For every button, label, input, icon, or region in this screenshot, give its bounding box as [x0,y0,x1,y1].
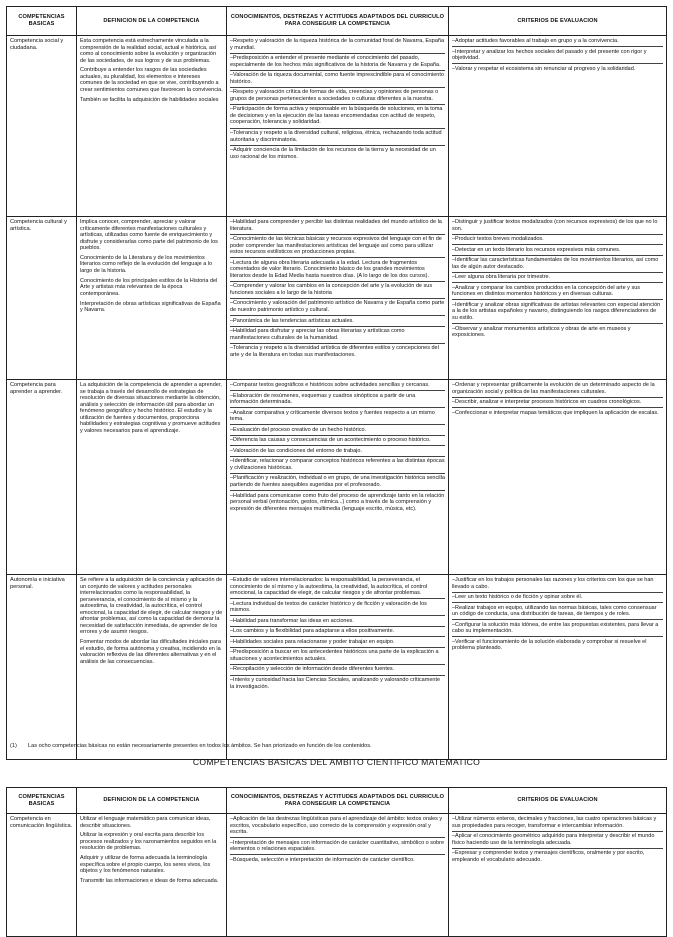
criterio-item: –Detectar en un texto literario los recursos expresivos más comunes. [452,247,663,256]
conocimiento-item: –Los cambios y la flexibilidad para adaptarse a ellos positivamente. [230,628,445,637]
criterio-item: –Distinguir y justificar textos modalizados (con recursos expresivos) de los que no lo son. [452,219,663,235]
conocimiento-item: –Habilidad para comunicarse como fruto del proceso de aprendizaje tanto en la relación personal verbal (entonación, gestos, mímica...) como a través de la comprensión y expresión de diferentes mensajes multimedia (lenguaje escrito, música, etc). [230,492,445,512]
conocimiento-item: –Habilidad para disfrutar y apreciar las obras literarias y artísticas como manifestaciones culturales de la humanidad. [230,328,445,344]
conocimiento-item: –Habilidad para comprender y percibir las distintas realidades del mundo artístico de la literatura. [230,219,445,235]
conocimientos-cell [227,217,449,380]
criterio-item: –Leer un texto histórico o de ficción y opinar sobre él. [452,594,663,603]
criterio-item: –Realizar trabajos en equipo, utilizando las normas básicas, tales como consensuar un código de conducta, una distribución de tareas, de tiempos y de roles. [452,605,663,621]
definicion-paragraph: Utilizar la expresión y oral escrita para describir los procesos realizados y los razonamientos seguidos en la resolución de problemas. [80,832,217,852]
table-row [7,380,667,575]
competencia-cell [7,814,77,937]
section-title: COMPETENCIAS BASICAS DEL AMBITO CIENTIFICO MATEMATICO [192,757,481,767]
conocimiento-item: –Panorámica de las tendencias artísticas actuales. [230,318,445,327]
table-row [7,575,667,760]
criterio-item: –Expresar y comprender textos y mensajes científicos, oralmente y por escrito, empleando el vocabulario adecuado. [452,850,645,863]
criterio-item: –Describir, analizar e interpretar procesos históricos en cuadros cronológicos. [452,399,663,408]
conocimiento-item: –Comparar textos geográficos e históricos sobre actividades sencillas y cercanas. [230,382,445,391]
criterio-item: –Confeccionar e interpretar mapas temáticos que impliquen la aplicación de escalas. [452,409,659,416]
conocimiento-item: –Predisposición a entender el presente mediante el conocimiento del pasado, especialmente de los hechos más significativos de la historia de Navarra y de España. [230,55,445,71]
definicion-cell [77,217,227,380]
footnote-text: Las ocho competencias básicas no están necesariamente presentes en todos los ámbitos. Se han priorizado en función de los contenidos. [28,743,372,749]
header-conocimientos: CONOCIMIENTOS, DESTREZAS Y ACTITUDES ADAPTADOS DEL CURRICULO PARA CONSEGUIR LA COMPETENCIA [227,788,449,814]
footnote [10,743,660,749]
header-definicion: DEFINICION DE LA COMPETENCIA [77,788,227,814]
conocimiento-item: –Diferencia las causas y consecuencias de un acontecimiento o proceso histórico. [230,437,445,446]
conocimiento-item: –Elaboración de resúmenes, esquemas y cuadros sinópticos a partir de una información determinada. [230,393,445,409]
competencia-label: Competencia en comunicación lingüística. [10,816,73,829]
definicion-paragraph: Interpretación de obras artísticas significativas de España y Navarra. [80,300,221,314]
conocimiento-item: –Búsqueda, selección e interpretación de información de carácter científico. [230,856,415,863]
competencia-label: Autonomía e iniciativa personal. [10,577,65,590]
header-criterios: CRITERIOS DE EVALUACION [449,7,667,36]
definicion-cell [77,814,227,937]
criterios-cell [449,380,667,575]
definicion-cell [77,36,227,217]
conocimiento-item: –Aplicación de las destrezas lingüísticas para el aprendizaje del ámbito: textos orales y escritos, vocabulario específico, uso correcto de la comprensión y expresión oral y escrita. [230,816,445,838]
definicion-paragraph: También se facilita la adquisición de habilidades sociales [80,96,219,103]
competencia-label: Competencia cultural y artística. [10,219,67,232]
competencia-label: Competencia para aprender a aprender. [10,382,63,395]
criterio-item: –Analizar y comparar los cambios producidos en la concepción del arte y sus funciones en distintos momentos históricos y en diversas culturas. [452,285,663,301]
conocimientos-cell [227,814,449,937]
criterios-cell [449,217,667,380]
conocimiento-item: –Predisposición a buscar en los antecedentes históricos una parte de la explicación a situaciones y acontecimientos actuales. [230,649,445,665]
definicion-cell [77,575,227,760]
competencia-cell [7,380,77,575]
definicion-paragraph: Fomentar modos de abordar las dificultades iniciales para el estudio, de forma autónoma y creativa, incidiendo en la valoración reflexiva de las diferentes alternativas y en el análisis de las consecuencias. [80,639,221,665]
definicion-paragraph: Utilizar el lenguaje matemático para comunicar ideas, describir situaciones. [80,816,211,829]
table-header-row [7,7,667,36]
competencia-label: Competencia social y ciudadana. [10,38,64,51]
conocimiento-item: –Tolerancia y respeto a la diversidad cultural, religiosa, étnica, rechazando toda actitud autoritaria y discriminatoria. [230,130,445,146]
conocimiento-item: –Adquirir conciencia de la limitación de los recursos de la tierra y la necesidad de un uso racional de los mismos. [230,147,436,160]
criterio-item: –Utilizar números enteros, decimales y fracciones, las cuatro operaciones básicas y sus propiedades para recoger, transformar e intercambiar información. [452,816,663,832]
header-competencias: COMPETENCIAS BASICAS [7,7,77,36]
definicion-cell [77,380,227,575]
definicion-paragraph: La adquisición de la competencia de aprender a aprender, se trabaja a través del desarrollo de estrategias de resolución de diversas situaciones mediante la obtención, análisis y selección de información útil para abordar un fenómeno geográfico y hecho histórico. El estudio y la utilización de fuentes y documentos, proporciona habilidades y estrategias cognitivas y promueve actitudes y valores necesarios para el aprendizaje. [80,382,222,434]
header-criterios: CRITERIOS DE EVALUACION [449,788,667,814]
criterio-item: –Ordenar y representar gráficamente la evolución de un determinado aspecto de la organización social y política de las manifestaciones culturales. [452,382,663,398]
competencias-table [6,6,667,760]
table-header-row [7,788,667,814]
conocimiento-item: –Evaluación del proceso creativo de un hecho histórico. [230,427,445,436]
table-row [7,217,667,380]
conocimiento-item: –Valoración de la riqueza documental, como fuente imprescindible para el conocimiento histórico. [230,72,445,88]
conocimiento-item: –Conocimiento de las técnicas básicas y recursos expresivos del lenguaje con el fin de poder comprender las manifestaciones artísticas del lenguaje así como para utilizar estos recursos estilísticos en producciones propias. [230,236,445,258]
conocimiento-item: –Comprender y valorar los cambios en la concepción del arte y la evolución de sus funciones sociales a lo largo de la historia [230,283,445,299]
conocimiento-item: –Habilidades sociales para relacionarse y poder trabajar en equipo. [230,639,445,648]
conocimientos-cell [227,575,449,760]
definicion-paragraph: Transmitir las informaciones e ideas de forma adecuada. [80,877,219,884]
conocimiento-item: –Participación de forma activa y responsable en la búsqueda de soluciones, en la toma de decisiones y en la ejecución de las tareas encomendadas con actitud de respeto, cooperación, tolerancia y solidaridad. [230,106,445,128]
conocimientos-cell [227,36,449,217]
header-conocimientos: CONOCIMIENTOS, DESTREZAS Y ACTITUDES ADAPTADOS DEL CURRICULO PARA CONSEGUIR LA COMPETENCIA [227,7,449,36]
conocimiento-item: –Tolerancia y respeto a la diversidad artística de diferentes estilos y concepciones del arte y de la literatura en todas sus manifestaciones. [230,345,439,358]
footnote-number: (1) [10,743,17,749]
definicion-paragraph: Esta competencia está estrechamente vinculada a la comprensión de la realidad social, actual e histórica, así como al conocimiento sobre la evolución y organización de las sociedades, de sus logros y de sus problemas. [80,38,217,64]
criterio-item: –Configurar la solución más idónea, de entre las propuestas existentes, para llevar a cabo su implementación. [452,622,663,638]
definicion-paragraph: Contribuye a entender los rasgos de las sociedades actuales, su pluralidad, los elementos e intereses comunes de la sociedad en que se vive, contribuyendo a crear sentimientos comunes que favorecen la convivencia. [80,67,223,94]
conocimiento-item: –Interés y curiosidad hacia las Ciencias Sociales, analizando y valorando críticamente la investigación. [230,677,441,690]
criterio-item: –Identificar y analizar obras significativas de artistas relevantes con especial atención a la de los artistas españoles y navarro, distinguiendo los rasgos diferenciadores de su estilo. [452,302,663,324]
competencias-matematico-table [6,787,667,937]
conocimiento-item: –Lectura individual de textos de carácter histórico y de ficción y valoración de los mismos. [230,601,445,617]
criterio-item: –Identificar las características fundamentales de los movimientos literarios, así como las de algún autor destacado. [452,257,663,273]
criterio-item: –Adoptar actitudes favorables al trabajo en grupo y a la convivencia. [452,38,663,47]
criterio-item: –Producir textos breves modalizados. [452,236,663,245]
definicion-paragraph: Implica conocer, comprender, apreciar y valorar críticamente diferentes manifestaciones culturales y artísticas, utilizadas como fuente de enriquecimiento y disfrute y considerarlas como parte del patrimonio de los pueblos. [80,219,218,252]
conocimiento-item: –Valoración de las condiciones del entorno de trabajo. [230,448,445,457]
conocimiento-item: –Conocimiento y valoración del patrimonio artístico de Navarra y de España como parte de nuestro patrimonio artístico y cultural. [230,300,445,316]
criterio-item: –Observar y analizar monumentos artísticos y obras de arte en museos y exposiciones. [452,325,631,339]
criterio-item: –Aplicar el conocimiento geométrico adquirido para interpretar y describir el mundo físico haciendo uso de la terminología adecuada. [452,833,663,849]
definicion-paragraph: Se refiere a la adquisición de la conciencia y aplicación de un conjunto de valores y actitudes personales interrelacionados como la responsabilidad, la perseverancia, el conocimiento de sí mismo y la autoestima, la creatividad, la autocrítica, el control emocional, la capacidad de elegir, de calcular riesgos y de afrontar problemas, así como la capacidad de demorar la necesidad de satisfacción inmediata, de aprender de los errores y de asumir riesgos. [80,577,223,636]
criterios-cell [449,36,667,217]
definicion-paragraph: Conocimiento de los principales estilos de la Historia del Arte y artistas más relevantes de la época contemporánea. [80,277,218,297]
conocimiento-item: –Respeto y valoración crítica de formas de vida, creencias y opiniones de personas o grupos de personas pertenecientes a sociedades o culturas diferentes a la nuestra. [230,89,445,105]
competencia-cell [7,217,77,380]
table-row [7,36,667,217]
conocimiento-item: –Planificación y realización, individual o en grupo, de una investigación histórica sencilla partiendo de fuentes asequibles sugeridas por el profesorado. [230,475,445,491]
criterio-item: –Interpretar y analizar los hechos sociales del pasado y del presente con rigor y objetividad. [452,49,663,65]
competencia-cell [7,36,77,217]
criterio-item: –Valorar y respetar el ecosistema sin renunciar al progreso y la solidaridad. [452,65,636,72]
conocimiento-item: –Respeto y valoración de la riqueza histórica de la comunidad foral de Navarra, España y mundial. [230,38,445,54]
competencia-cell [7,575,77,760]
conocimiento-item: –Analizar comparativa y críticamente diversos textos y fuentes respecto a un mismo tema. [230,410,445,426]
definicion-paragraph: Conocimiento de la Literatura y de los movimientos literarios como reflejo de la evolución del lenguaje a lo largo de la historia. [80,254,213,275]
conocimiento-item: –Estudio de valores interrelacionados: la responsabilidad, la perseverancia, el conocimiento de sí mismo y la autoestima, la creatividad, la autocrítica, el control emocional, la capacidad de elegir, de calcular riesgos y de afrontar problemas. [230,577,445,599]
criterio-item: –Leer alguna obra literaria por trimestre. [452,274,663,283]
criterios-cell [449,575,667,760]
criterios-cell [449,814,667,937]
conocimientos-cell [227,380,449,575]
criterio-item: –Verificar el funcionamiento de la solución elaborada y comprobar si resuelve el problema planteado. [452,638,647,652]
table-row [7,814,667,937]
conocimiento-item: –Habilidad para transformar las ideas en acciones. [230,618,445,627]
header-definicion: DEFINICION DE LA COMPETENCIA [77,7,227,36]
conocimiento-item: –Recopilación y selección de información desde diferentes fuentes. [230,666,445,675]
header-competencias: COMPETENCIAS BASICAS [7,788,77,814]
conocimiento-item: –Interpretación de mensajes con información de carácter cuantitativo, simbólico o sobre elementos o relaciones espaciales. [230,840,445,856]
criterio-item: –Justificar en los trabajos personales las razones y los criterios con los que se han llevado a cabo. [452,577,663,593]
conocimiento-item: –Lectura de alguna obra literaria adecuada a la edad. Lectura de fragmentos comentados de valor literario. Conocimiento básico de los grandes movimientos literarios desde la Edad Media hasta nuestros días. (A lo largo de los dos cursos). [230,260,445,282]
conocimiento-item: –Identificar, relacionar y comparar conceptos históricos referentes a las distintas épocas y civilizaciones históricas. [230,458,445,474]
definicion-paragraph: Adquirir y utilizar de forma adecuada la terminología específica sobre el propio cuerpo, los seres vivos, los objetos y los fenómenos naturales. [80,855,211,875]
